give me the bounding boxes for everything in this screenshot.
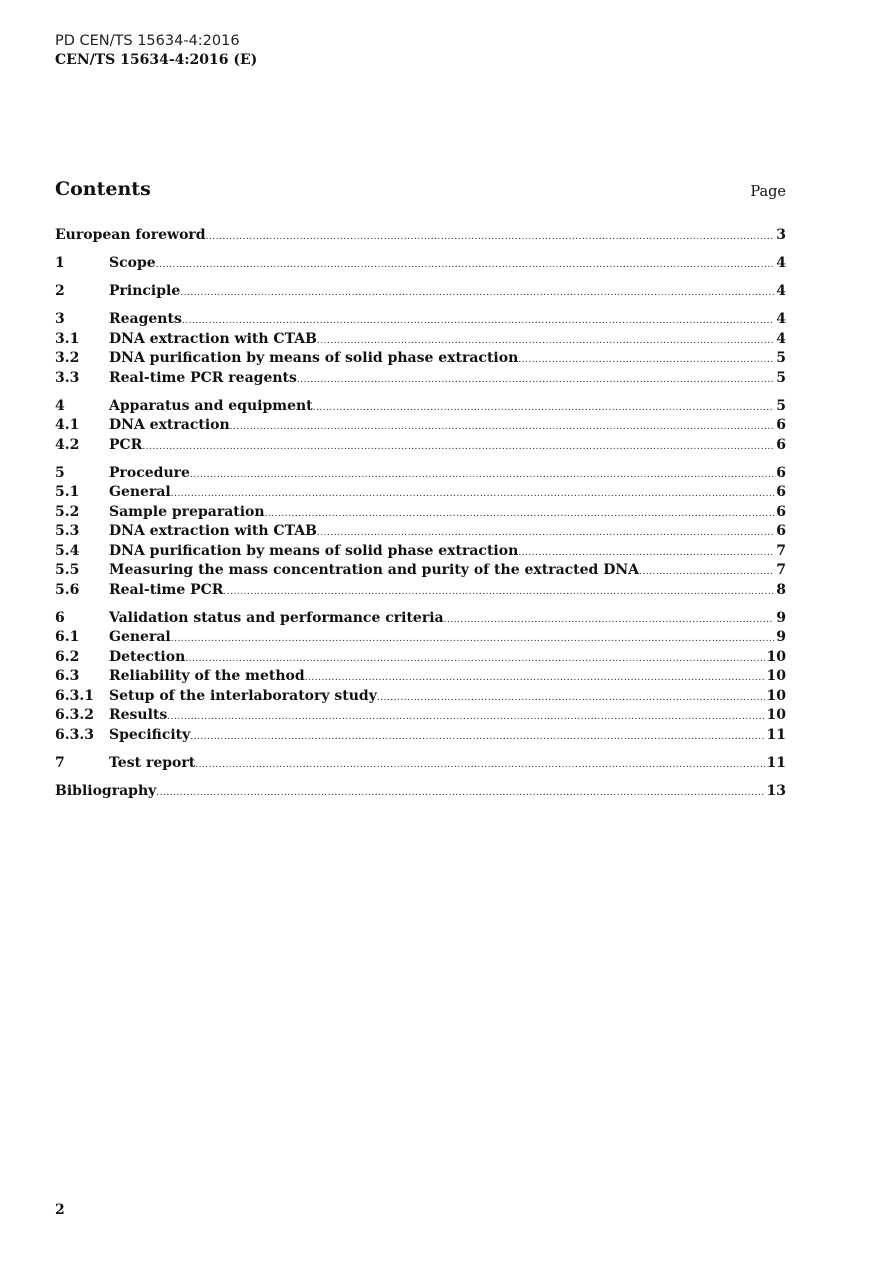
toc-entry-page: 10 <box>766 648 786 665</box>
toc-entry-page: 6 <box>776 523 786 539</box>
toc-entry-title: Measuring the mass concentration and purity of the extracted DNA <box>109 562 640 578</box>
page-number: 2 <box>55 1202 65 1218</box>
dot-leader <box>167 708 764 726</box>
toc-entry-title: Sample preparation <box>109 503 265 520</box>
toc-entry-title: Real-time PCR <box>109 581 224 598</box>
toc-entry-number: 5.2 <box>55 503 80 520</box>
toc-entry-number: 2 <box>55 283 65 299</box>
toc-entry-page: 11 <box>766 726 786 743</box>
dot-leader <box>156 784 764 802</box>
toc-entry-title: General <box>109 484 171 500</box>
toc-entry-6-3-3[interactable] <box>55 726 786 746</box>
toc-entry-7[interactable] <box>55 754 786 774</box>
toc-entry-5-3[interactable] <box>55 522 786 542</box>
toc-entry-3[interactable] <box>55 310 786 330</box>
toc-entry-european-foreword[interactable] <box>55 226 786 246</box>
toc-entry-title: Apparatus and equipment <box>109 397 313 414</box>
toc-entry-number: 5.5 <box>55 562 80 578</box>
toc-entry-2[interactable] <box>55 282 786 302</box>
toc-entry-page: 7 <box>776 562 786 578</box>
toc-entry-4-2[interactable] <box>55 436 786 456</box>
toc-entry-3-1[interactable] <box>55 330 786 350</box>
toc-entry-page: 10 <box>766 707 786 723</box>
dot-leader <box>518 351 774 369</box>
dot-leader <box>223 583 774 601</box>
toc-entry-5-5[interactable] <box>55 561 786 581</box>
toc-entry-title: DNA purification by means of solid phase extraction <box>109 542 519 559</box>
toc-entry-number: 6.3.1 <box>55 687 94 704</box>
toc-entry-4-1[interactable] <box>55 416 786 436</box>
toc-entry-title: Results <box>109 707 168 723</box>
toc-entry-page: 9 <box>776 629 786 645</box>
toc-entry-page: 3 <box>776 227 786 243</box>
toc-entry-5[interactable] <box>55 464 786 484</box>
dot-leader <box>639 563 774 581</box>
toc-entry-6-2[interactable] <box>55 648 786 668</box>
toc-entry-3-2[interactable] <box>55 349 786 369</box>
toc-entry-page: 6 <box>776 464 786 481</box>
toc-entry-page: 4 <box>776 255 786 271</box>
toc-entry-page: 10 <box>766 668 786 684</box>
toc-entry-6-3-1[interactable] <box>55 687 786 707</box>
dot-leader <box>206 228 775 246</box>
toc-entry-number: 6.1 <box>55 629 80 645</box>
toc-entry-title: Test report <box>109 754 196 771</box>
toc-entry-page: 11 <box>766 754 786 771</box>
toc-entry-number: 6.2 <box>55 648 80 665</box>
toc-entry-5-2[interactable] <box>55 503 786 523</box>
dot-leader <box>265 505 775 523</box>
dot-leader <box>142 438 774 456</box>
dot-leader <box>182 312 774 330</box>
toc-entry-page: 5 <box>776 397 786 414</box>
toc-entry-4[interactable] <box>55 397 786 417</box>
toc-entry-page: 7 <box>776 542 786 559</box>
toc-entry-number: 6.3.3 <box>55 726 94 743</box>
toc-entry-page: 13 <box>766 782 786 799</box>
toc-entry-number: 6 <box>55 609 65 626</box>
toc-entry-number: 5 <box>55 464 65 481</box>
document-id-header: PD CEN/TS 15634-4:2016 <box>55 33 240 49</box>
toc-entry-title: Procedure <box>109 464 190 481</box>
toc-entry-title: European foreword <box>55 227 206 243</box>
contents-title: Contents <box>55 178 151 200</box>
toc-entry-page: 6 <box>776 503 786 520</box>
dot-leader <box>305 669 765 687</box>
toc-entry-page: 6 <box>776 484 786 500</box>
toc-entry-page: 8 <box>776 581 786 598</box>
toc-entry-title: DNA extraction with CTAB <box>109 523 317 539</box>
toc-entry-3-3[interactable] <box>55 369 786 389</box>
toc-entry-5-4[interactable] <box>55 542 786 562</box>
dot-leader <box>171 630 775 648</box>
toc-entry-bibliography[interactable] <box>55 782 786 802</box>
toc-entry-5-6[interactable] <box>55 581 786 601</box>
toc-entry-number: 3.1 <box>55 330 80 347</box>
page-column-label: Page <box>750 184 786 200</box>
dot-leader <box>297 371 774 389</box>
toc-entry-page: 6 <box>776 417 786 433</box>
table-of-contents <box>55 226 786 801</box>
dot-leader <box>185 650 764 668</box>
dot-leader <box>180 284 774 302</box>
toc-entry-title: Principle <box>109 283 181 299</box>
dot-leader <box>230 418 775 436</box>
toc-entry-number: 5.6 <box>55 581 80 598</box>
toc-entry-title: Setup of the interlaboratory study <box>109 687 377 704</box>
toc-entry-number: 4.1 <box>55 417 80 433</box>
dot-leader <box>444 611 775 629</box>
toc-entry-title: Reliability of the method <box>109 668 305 684</box>
toc-entry-number: 1 <box>55 255 65 271</box>
toc-entry-page: 4 <box>776 311 786 327</box>
toc-entry-title: DNA extraction with CTAB <box>109 330 317 347</box>
toc-entry-title: DNA extraction <box>109 417 230 433</box>
toc-entry-number: 3.3 <box>55 369 80 386</box>
dot-leader <box>195 756 764 774</box>
toc-entry-title: Detection <box>109 648 186 665</box>
toc-entry-number: 3.2 <box>55 350 80 366</box>
toc-entry-page: 5 <box>776 369 786 386</box>
toc-entry-number: 4 <box>55 397 65 414</box>
dot-leader <box>190 728 764 746</box>
toc-entry-6-3[interactable] <box>55 667 786 687</box>
dot-leader <box>317 524 774 542</box>
toc-entry-number: 5.4 <box>55 542 80 559</box>
toc-entry-number: 3 <box>55 311 65 327</box>
toc-entry-title: Validation status and performance criteria <box>109 609 444 626</box>
toc-entry-page: 4 <box>776 283 786 299</box>
toc-entry-number: 4.2 <box>55 436 80 453</box>
toc-entry-title: General <box>109 629 171 645</box>
document-id-subheader: CEN/TS 15634-4:2016 (E) <box>55 52 258 68</box>
dot-leader <box>190 466 774 484</box>
toc-entry-page: 10 <box>766 687 786 704</box>
dot-leader <box>317 332 774 350</box>
toc-entry-page: 6 <box>776 436 786 453</box>
toc-entry-6-3-2[interactable] <box>55 706 786 726</box>
toc-entry-6-1[interactable] <box>55 628 786 648</box>
dot-leader <box>377 689 765 707</box>
toc-entry-title: DNA purification by means of solid phase extraction <box>109 350 519 366</box>
dot-leader <box>171 485 775 503</box>
toc-entry-number: 5.1 <box>55 484 80 500</box>
toc-entry-number: 5.3 <box>55 523 80 539</box>
dot-leader <box>313 399 775 417</box>
toc-entry-number: 6.3 <box>55 668 80 684</box>
dot-leader <box>518 544 774 562</box>
toc-entry-title: PCR <box>109 436 143 453</box>
dot-leader <box>156 256 775 274</box>
toc-entry-page: 5 <box>776 350 786 366</box>
toc-entry-1[interactable] <box>55 254 786 274</box>
toc-entry-number: 7 <box>55 754 65 771</box>
toc-entry-page: 9 <box>776 609 786 626</box>
toc-entry-title: Reagents <box>109 311 182 327</box>
toc-entry-title: Real-time PCR reagents <box>109 369 297 386</box>
toc-entry-title: Specificity <box>109 726 191 743</box>
toc-entry-page: 4 <box>776 330 786 347</box>
toc-entry-title: Scope <box>109 255 156 271</box>
toc-entry-number: 6.3.2 <box>55 707 94 723</box>
toc-entry-5-1[interactable] <box>55 483 786 503</box>
toc-entry-title: Bibliography <box>55 782 157 799</box>
toc-entry-6[interactable] <box>55 609 786 629</box>
